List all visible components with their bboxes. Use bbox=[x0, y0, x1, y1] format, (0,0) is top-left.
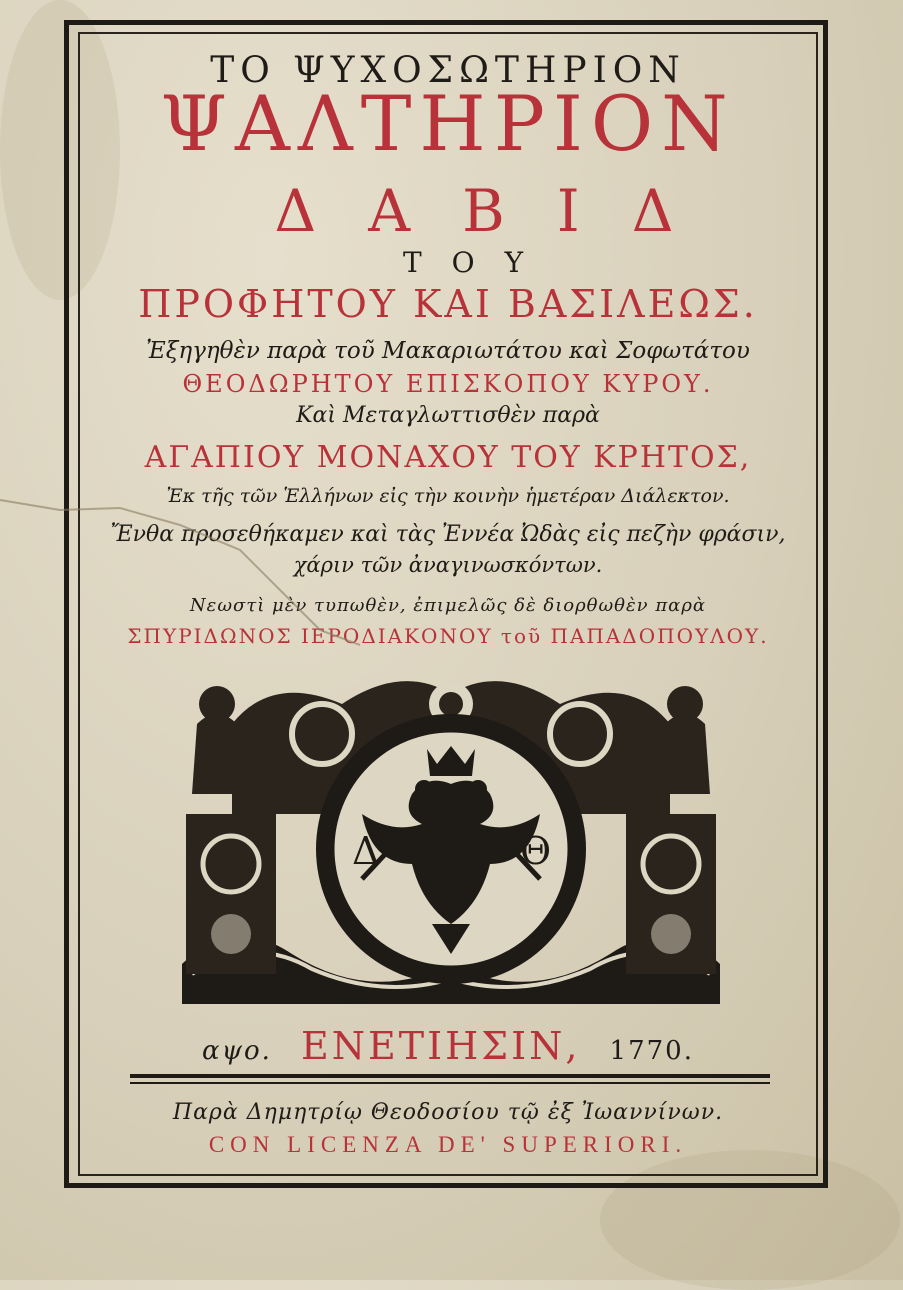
ornament-letter-delta: Δ bbox=[352, 829, 380, 873]
rule-thick bbox=[130, 1074, 770, 1078]
printers-ornament bbox=[172, 664, 730, 1012]
rule-thin bbox=[130, 1082, 770, 1084]
year: 1770. bbox=[609, 1036, 694, 1066]
spyridon-line: ΣΠΥΡΙΔΩΝΟΣ ΙΕΡΟΔΙΑΚΟΝΟΥ τοῦ ΠΑΠΑΔΟΠΟΥΛΟΥ. bbox=[127, 624, 769, 648]
odes-line: Ἔνθα προσεθήκαμεν καὶ τὰς Ἐννέα Ὠδὰς εἰς πεζὴν φράσιν, bbox=[110, 522, 786, 547]
title-tou: ΤΟΥ bbox=[402, 246, 554, 279]
theodoret-line: ΘΕΟΔΩΡΗΤΟΥ ΕΠΙΣΚΟΠΟΥ ΚΥΡΟΥ. bbox=[182, 370, 714, 398]
printer-line: Παρὰ Δημητρίῳ Θεοδοσίου τῷ ἐξ Ἰωαννίνων. bbox=[172, 1100, 724, 1125]
ornament-letter-theta: Θ bbox=[520, 829, 552, 873]
main-title: ΨΑΛΤΗΡΙΟΝ bbox=[160, 79, 736, 168]
dialect-line: Ἐκ τῆς τῶν Ἑλλήνων εἰς τὴν κοινὴν ἡμετέραν Διάλεκτον. bbox=[166, 485, 730, 507]
translated-by-line: Καὶ Μεταγλωττισθὲν παρὰ bbox=[296, 403, 600, 428]
agapios-line: ΑΓΑΠΙΟΥ ΜΟΝΑΧΟΥ ΤΟΥ ΚΡΗΤΟΣ, bbox=[144, 440, 752, 475]
greek-date: αψο. bbox=[202, 1036, 272, 1066]
printed-line: Νεωστὶ μὲν τυπωθὲν, ἐπιμελῶς δὲ διορθωθὲν παρὰ bbox=[189, 595, 707, 616]
title-david: ΔΑΒΙΔ bbox=[274, 177, 726, 245]
imprint-line bbox=[80, 1024, 816, 1068]
explained-by-line: Ἐξηγηθὲν παρὰ τοῦ Μακαριωτάτου καὶ Σοφωτάτου bbox=[146, 338, 750, 364]
license-line: CON LICENZA DE' SUPERIORI. bbox=[208, 1132, 688, 1157]
place-venice: ΕΝΕΤΙΗΣΙΝ, bbox=[301, 1024, 581, 1068]
title-prophet-king: ΠΡΟΦΗΤΟΥ ΚΑΙ ΒΑΣΙΛΕΩΣ. bbox=[138, 282, 758, 326]
subtitle-line: ΤΟ ΨΥΧΟΣΩΤΗΡΙΟΝ bbox=[210, 50, 686, 91]
readers-line: χάριν τῶν ἀναγινωσκόντων. bbox=[293, 553, 603, 577]
